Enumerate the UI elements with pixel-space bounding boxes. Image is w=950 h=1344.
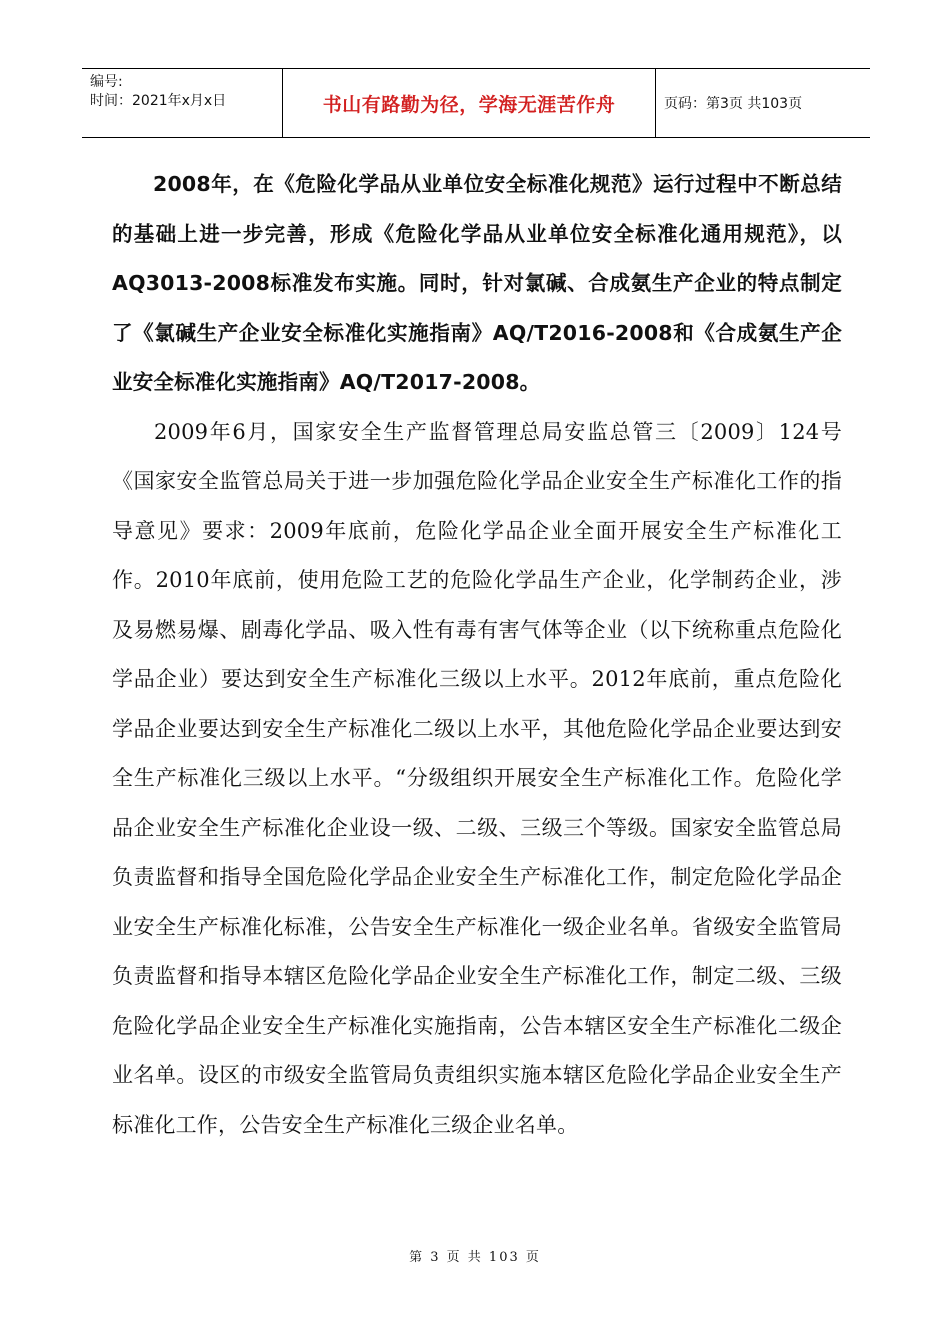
paragraph: 2008年，在《危险化学品从业单位安全标准化规范》运行过程中不断总结的基础上进一步完善，形成《危险化学品从业单位安全标准化通用规范》，以 AQ3013-2008标准发布实施。同时，针对氯碱、合成氨生产企业的特点制定了《氯碱生产企业安全标准化实施指南》AQ/T2016-2008和《合成氨生产企业安全标准化实施指南》AQ/T2017-2008。 <box>112 172 842 394</box>
header-meta <box>82 69 282 137</box>
header-page-info: 页码：第3页 共103页 <box>664 96 803 112</box>
document-number-label: 编号: <box>90 74 123 90</box>
paragraph: 2009年6月，国家安全生产监督管理总局安监总管三〔2009〕124号《国家安全监管总局关于进一步加强危险化学品企业安全生产标准化工作的指导意见》要求：2009年底前，危险化学品企业全面开展安全生产标准化工作。2010年底前，使用危险工艺的危险化学品生产企业，化学制药企业，涉及易燃易爆、剧毒化学品、吸入性有毒有害气体等企业（以下统称重点危险化学品企业）要达到安全生产标准化三级以上水平。2012年底前，重点危险化学品企业要达到安全生产标准化二级以上水平，其他危险化学品企业要达到安全生产标准化三级以上水平。“分级组织开展安全生产标准化工作。危险化学品企业安全生产标准化企业设一级、二级、三级三个等级。国家安全监管总局负责监督和指导全国危险化学品企业安全生产标准化工作，制定危险化学品企业安全生产标准化标准，公告安全生产标准化一级企业名单。省级安全监管局负责监督和指导本辖区危险化学品企业安全生产标准化工作，制定二级、三级危险化学品企业安全生产标准化实施指南，公告本辖区安全生产标准化二级企业名单。设区的市级安全监管局负责组织实施本辖区危险化学品企业安全生产标准化工作，公告安全生产标准化三级企业名单。 <box>112 419 842 1137</box>
page-header <box>82 68 870 138</box>
header-motto: 书山有路勤为径，学海无涯苦作舟 <box>282 69 656 137</box>
document-date: 时间：2021年x月x日 <box>90 93 227 109</box>
document-body <box>112 160 842 1150</box>
page-footer: 第 3 页 共 103 页 <box>409 1250 541 1265</box>
